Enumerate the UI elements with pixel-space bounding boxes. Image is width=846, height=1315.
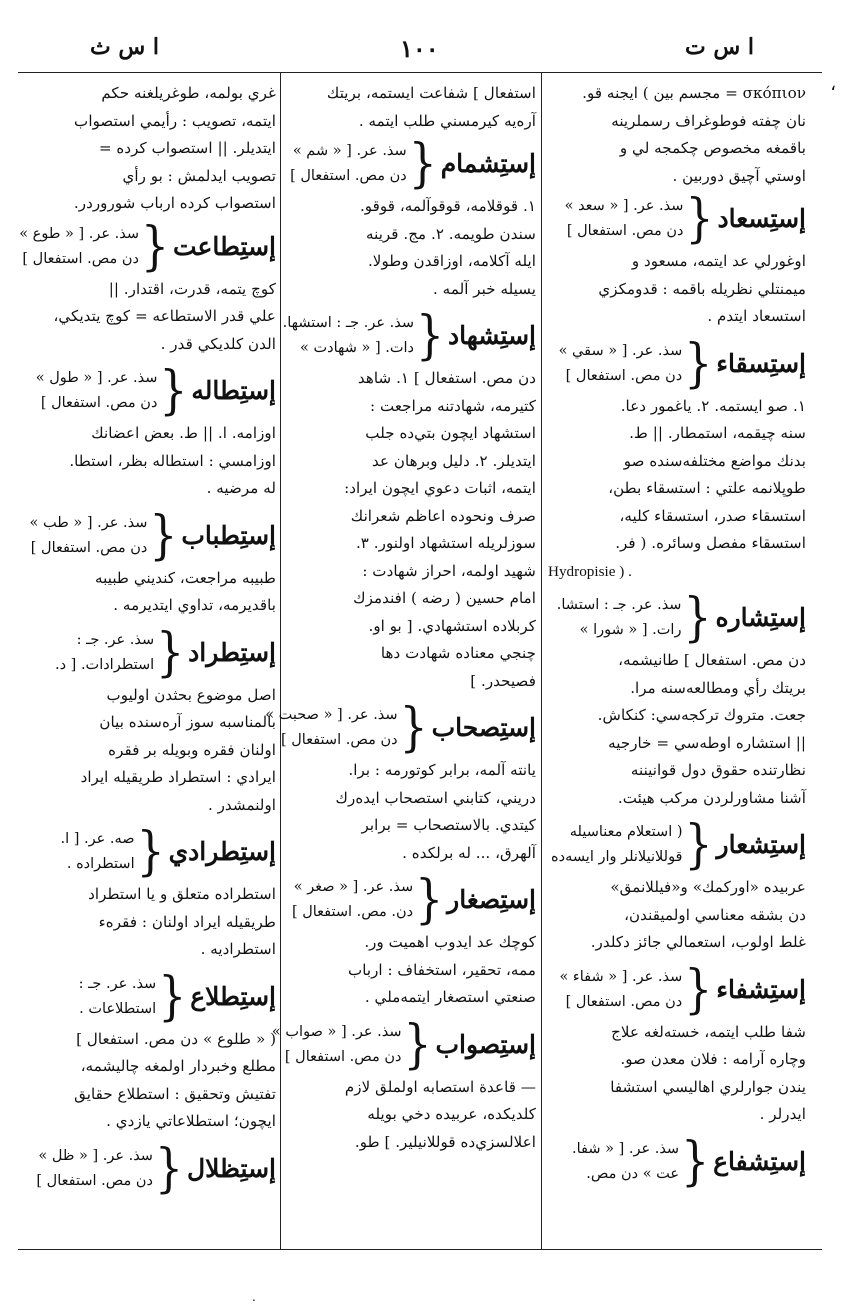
brace-glyph: { <box>136 820 165 882</box>
grammar-note-line: دن مص. استفعال ] <box>284 1048 402 1065</box>
grammar-note-line: سذ. عر. جـ : استشها. <box>282 315 414 331</box>
brace-glyph: { <box>156 621 185 683</box>
dictionary-column-right <box>548 80 806 1245</box>
entry-headword: إستِشهاد <box>447 321 536 351</box>
brace-glyph: { <box>681 1130 710 1192</box>
grammar-note-line: قوللانيلانلر وار ايسه‌ده <box>551 849 683 865</box>
entry-head <box>548 958 806 1020</box>
definition-line: غلط اولوب، استعمالي جائز دكلدر. <box>590 933 806 951</box>
entry-grammar-note <box>548 965 682 1015</box>
grammar-note-line: سذ. عر. [ « طب » <box>29 514 148 531</box>
entry-headword: إستِشمام <box>440 149 536 179</box>
running-head-right: ا س ت <box>685 34 754 60</box>
brace-glyph: { <box>158 965 187 1027</box>
definition-line: بدنك مواضع مختلفه‌سنده صو <box>623 451 806 470</box>
entry-head <box>548 813 806 875</box>
definition-line: طريقيله ايراد اولنان : فقره‌ء <box>98 912 276 931</box>
definition-line: فصيحدر. ] <box>470 671 536 690</box>
definition-line: استشهاد ايچون بتي‌ده جلب <box>365 424 536 442</box>
dictionary-entry <box>288 868 536 1012</box>
entry-headword: إستِشفاع <box>713 1146 806 1176</box>
entry-headword: إستِطلاع <box>190 981 276 1011</box>
dictionary-entry <box>548 813 806 957</box>
definition-line: امام حسين ( رضه ) افندمزك <box>353 589 536 607</box>
grammar-note-line: سذ. عر. [ « ظل » <box>38 1147 153 1164</box>
entry-headword: إستِطباب <box>181 520 276 550</box>
footer-mark: . <box>252 1290 256 1304</box>
definition-line: آلهرق، ... له برلكده . <box>402 843 536 862</box>
definition-line: جعت. متروك تركجه‌سي: كنكاش. <box>597 706 806 724</box>
continued-text-line: باقمغه مخصوص چكمجه لي و <box>619 139 806 157</box>
entry-headword: إستِصواب <box>435 1029 536 1059</box>
definition-line: شفا طلب ايتمه، خسته‌لغه علاج <box>611 1022 806 1041</box>
definition-line: استسقاء صدر، استسقاء كليه، <box>619 506 806 525</box>
entry-headword: إستِشفاء <box>716 974 806 1004</box>
entry-headword: إستِشاره <box>715 603 806 633</box>
definition-line: دن بشقه معناسي اولميقندن، <box>624 905 806 924</box>
definition-line: ميمنتلي نظريله باقمه : قدومكزي <box>598 279 806 298</box>
definition-line: علي قدر الاستطاعه = كوچ يتديكي، <box>53 307 276 325</box>
grammar-note-line: دن مص. استفعال ] <box>565 993 683 1010</box>
definition-line: بالمناسبه سوز آره‌سنده بيان <box>99 713 276 731</box>
definition-line: استطراده متعلق و يا استطراد <box>88 885 276 903</box>
grammar-note-line: سذ. عر. [ « صواب » <box>271 1023 402 1040</box>
dictionary-entry <box>271 1013 536 1157</box>
definition-line: كوچ يتمه، قدرت، اقتدار. || <box>108 279 276 298</box>
brace-glyph: { <box>154 1137 183 1199</box>
brace-glyph: { <box>140 215 169 277</box>
definition-line: اوغورلي عد ايتمه، مسعود و <box>631 252 806 270</box>
margin-mark: ، <box>830 74 836 95</box>
entry-grammar-note <box>548 339 682 389</box>
entry-head <box>282 304 536 366</box>
definition-line: اولنان فقره وبويله بر فقره <box>108 740 276 759</box>
grammar-note-line: سذ. عر. [ « سعد » <box>564 198 684 214</box>
continued-text-line: نان چفته فوطوغراف رسملرينه <box>611 111 806 130</box>
definition-line: مطلع وخبردار اولمغه چاليشمه، <box>80 1057 276 1075</box>
grammar-note-line: سذ. عر. [ « طوع » <box>19 225 139 242</box>
grammar-note-line: دن. مص. استفعال ] <box>291 904 414 920</box>
entry-grammar-note <box>22 366 157 416</box>
definition-line: كيتدي. بالاستصحاب = برابر <box>361 816 536 834</box>
grammar-note-line: دن مص. استفعال ] <box>40 395 158 411</box>
grammar-note-line: دات. [ « شهادت » <box>300 340 414 356</box>
definition-line: استسقاء مفصل وسائره. ( فر. <box>615 534 806 552</box>
definition-line: كربلاده استشهادي. [ بو او. <box>368 616 536 635</box>
definition-line: || استشاره اوطه‌سي = خارجيه <box>608 733 806 752</box>
grammar-note-line: سذ. عر. [ « شفا. <box>571 1140 680 1157</box>
definition-line: ايرادي : استطراد طريقيله ايراد <box>80 768 276 786</box>
definition-line: يندن جوارلري اهاليسي استشفا <box>610 1077 806 1096</box>
grammar-note-line: سذ. عر. جـ : <box>76 631 155 648</box>
definition-line: بريتك رأي ومطالعه‌سنه مرا. <box>630 678 806 697</box>
definition-line: دن مص. استفعال ] ١. شاهد <box>357 369 536 387</box>
entry-grammar-note <box>19 222 139 272</box>
brace-glyph: { <box>684 958 713 1020</box>
grammar-note-line: ( استعلام معناسيله <box>569 824 683 840</box>
definition-line: ايتديلر. ٢. دليل وبرهان عد <box>371 451 536 470</box>
grammar-note-line: سذ. عر. [ « صحبت » <box>265 707 398 723</box>
dictionary-entry <box>22 504 276 620</box>
entry-grammar-note <box>22 1144 153 1194</box>
grammar-note-line: دن مص. استفعال ] <box>36 1172 153 1189</box>
continued-text-line: آره‌يه كيرمسني طلب ايتمه . <box>358 111 536 130</box>
definition-line: شهيد اولمه، احراز شهادت : <box>362 561 536 580</box>
definition-line: ( « طلوع » دن مص. استفعال ] <box>76 1029 276 1048</box>
grammar-note-line: استطرادات. [ د. <box>55 656 155 673</box>
definition-line: باقديرمه، تداوي ايتديرمه . <box>113 596 276 614</box>
entry-grammar-note <box>288 139 407 189</box>
definition-line: اوزامه. ا. || ط. بعض اعضانك <box>91 424 276 442</box>
brace-glyph: { <box>149 504 178 566</box>
definition-line: تفتيش وتحقيق : استطلاع حقايق <box>74 1084 276 1103</box>
entry-head <box>22 359 276 421</box>
dictionary-entry <box>548 586 806 812</box>
entry-head <box>22 965 276 1027</box>
entry-headword: إستِشعار <box>716 830 806 860</box>
definition-line: ممه، تحقير، استخفاف : ارباب <box>347 960 536 979</box>
entry-headword: إستِسعاد <box>717 204 806 234</box>
definition-line: چنجي معناده شهادت دها <box>380 644 536 662</box>
entry-head <box>265 696 536 758</box>
continued-text-line: تصويب ايدلمش : بو رأي <box>122 166 276 185</box>
dictionary-entry <box>22 965 276 1136</box>
entry-grammar-note <box>548 593 681 643</box>
entry-head <box>548 187 806 249</box>
continued-text-line: ايتديلر. || استصواب كرده = <box>98 139 276 157</box>
dictionary-entry <box>265 696 536 867</box>
definition-line: يانته آلمه، برابر كوتورمه : برا. <box>348 761 536 779</box>
definition-line: دريني، كتابني استصحاب ايده‌رك <box>335 788 536 807</box>
entry-headword: إستِطرادي <box>168 837 276 867</box>
entry-head <box>548 586 806 648</box>
entry-grammar-note <box>22 511 147 561</box>
entry-head <box>22 1137 276 1199</box>
grammar-note-line: دن مص. استفعال ] <box>281 732 398 748</box>
definition-line: كوچك عد ايدوب اهميت ور. <box>364 933 536 951</box>
definition-line: سندن طويمه. ٢. مج. قرينه <box>365 224 536 243</box>
entry-headword: إستِطراد <box>188 637 276 667</box>
entry-grammar-note <box>22 827 135 877</box>
entry-head <box>22 820 276 882</box>
entry-head <box>548 1130 806 1192</box>
grammar-note-line: سذ. عر. جـ : استشا. <box>556 597 682 613</box>
entry-grammar-note <box>548 820 683 870</box>
definition-line: طوپلانمه علتي : استسقاء بطن، <box>608 479 806 497</box>
entry-headword: إستِصحاب <box>431 713 536 743</box>
header-rule <box>18 72 822 73</box>
entry-head <box>548 332 806 394</box>
definition-line: نظارتنده حقوق دول قوانيننه <box>630 761 806 779</box>
grammar-note-line: عت » دن مص. <box>586 1165 680 1182</box>
dictionary-entry <box>288 132 536 303</box>
definition-line: سوزلريله استشهاد اولنور. ٣. <box>355 534 536 552</box>
definition-line: ١. صو ايستمه. ٢. ياغمور دعا. <box>620 396 806 415</box>
continued-text-line: استفعال ] شفاعت ايستمه، بريتك <box>326 84 536 102</box>
dictionary-entry <box>548 187 806 331</box>
definition-line: سنه چيقمه، استمطار. || ط. <box>629 424 806 442</box>
french-gloss: Hydropisie ) . <box>548 562 632 580</box>
definition-line: كلديكده، عربيده دخي بويله <box>367 1105 536 1123</box>
grammar-note-line: استطلاعات . <box>79 1000 157 1017</box>
footer-rule <box>18 1249 822 1250</box>
grammar-note-line: رات. [ « شورا » <box>579 622 682 638</box>
grammar-note-line: سذ. عر. [ « طول » <box>35 370 158 386</box>
continued-text-line: σκόπιον = مجسم بين ) ايجنه قو. <box>582 84 806 102</box>
definition-line: استطراديه . <box>200 940 276 958</box>
entry-headword: إستِطاله <box>191 376 276 406</box>
dictionary-entry <box>548 958 806 1129</box>
brace-glyph: { <box>684 332 713 394</box>
definition-line: — قاعدة استصابه اولملق لازم <box>344 1077 536 1096</box>
brace-glyph: { <box>159 359 188 421</box>
entry-grammar-note <box>22 972 156 1022</box>
entry-head <box>288 868 536 930</box>
grammar-note-line: سذ. عر. [ « شم » <box>292 143 407 159</box>
definition-line: كتيرمه، شهادتنه مراجعت : <box>370 396 536 415</box>
definition-line: دن مص. استفعال ] طانيشمه، <box>618 651 806 669</box>
continued-text-line: غري بولمه، طوغريلغنه حكم <box>101 84 276 102</box>
grammar-note-line: سذ. عر. [ « سقي » <box>558 342 683 359</box>
definition-line: عربيده «اوركمك» و«فيللانمق» <box>610 878 806 896</box>
brace-glyph: { <box>403 1013 432 1075</box>
brace-glyph: { <box>685 187 714 249</box>
dictionary-entry <box>548 1130 806 1192</box>
grammar-note-line: سذ. عر. [ « صغر » <box>293 879 414 895</box>
definition-line: ١. قوقلامه، قوقوآلمه، قوقو. <box>359 197 536 215</box>
grammar-note-line: دن مص. استفعال ] <box>290 168 407 184</box>
grammar-note-line: دن مص. استفعال ] <box>22 250 139 267</box>
definition-line: طبيبه مراجعت، كنديني طبيبه <box>95 568 276 587</box>
column-divider-left <box>280 73 281 1249</box>
dictionary-entry <box>19 215 276 359</box>
dictionary-entry <box>22 621 276 820</box>
definition-line: صرف ونحوده اعاظم شعرانك <box>350 506 536 525</box>
grammar-note-line: استطراده . <box>66 856 135 872</box>
continued-text-line: استصواب كرده ارباب شوروردر. <box>73 194 276 212</box>
entry-grammar-note <box>272 1020 402 1070</box>
page-header <box>0 28 846 68</box>
definition-line: استسعاد ايتدم . <box>707 307 806 325</box>
entry-head <box>22 621 276 683</box>
dictionary-entry <box>22 359 276 503</box>
entry-grammar-note <box>548 1137 679 1187</box>
entry-head <box>22 504 276 566</box>
entry-grammar-note <box>265 703 397 753</box>
dictionary-entry <box>22 1137 276 1199</box>
definition-line: اوزامسي : استطاله بظر، استطا. <box>69 451 276 470</box>
brace-glyph: { <box>408 132 437 194</box>
grammar-note-line: صه. عر. [ ا. <box>60 831 135 847</box>
definition-line: صنعتي استصغار ايتمه‌ملي . <box>364 988 536 1006</box>
grammar-note-line: سذ. عر. [ « شفاء » <box>559 968 683 985</box>
entry-grammar-note <box>22 628 154 678</box>
definition-line: آشنا مشاورلردن مركب هيئت. <box>617 788 806 807</box>
brace-glyph: { <box>415 304 444 366</box>
brace-glyph: { <box>684 813 713 875</box>
entry-headword: إستِظلال <box>186 1153 276 1183</box>
entry-head <box>288 132 536 194</box>
entry-grammar-note <box>548 194 683 244</box>
grammar-note-line: سذ. عر. جـ : <box>78 975 157 992</box>
page-number: ١٠٠ <box>400 34 439 63</box>
entry-headword: إستِطاعت <box>172 231 276 261</box>
running-head-left: ا س ث <box>90 34 159 60</box>
grammar-note-line: دن مص. استفعال ] <box>566 223 684 239</box>
dictionary-column-middle <box>265 80 536 1245</box>
definition-line: وچاره آرامه : فلان معدن صو. <box>620 1050 806 1068</box>
definition-line: ايدرلر . <box>759 1105 806 1123</box>
dictionary-entry <box>282 304 536 695</box>
grammar-note-line: دن مص. استفعال ] <box>30 539 148 556</box>
grammar-note-line: دن مص. استفعال ] <box>565 367 683 384</box>
definition-line: ايتمه، اثبات دعوي ايچون ايراد: <box>344 479 536 497</box>
entry-grammar-note <box>283 311 414 361</box>
brace-glyph: { <box>683 586 712 648</box>
definition-line: ايچون؛ استطلاعاتي يازدي . <box>106 1112 276 1130</box>
definition-line: يسيله خبر آلمه . <box>433 279 536 298</box>
column-divider-right <box>541 73 542 1249</box>
entry-headword: إستِسقاء <box>716 348 806 378</box>
entry-head <box>19 215 276 277</box>
entry-grammar-note <box>288 875 413 925</box>
definition-line: له مرضيه . <box>206 479 276 497</box>
definition-line: ايله آكلامه، اوزاقدن وطولا. <box>367 252 536 270</box>
continued-text-line: ايتمه، تصويب : رأيمي استصواب <box>74 111 276 130</box>
dictionary-entry <box>548 332 806 586</box>
definition-line: اولنمشدر . <box>207 795 276 814</box>
brace-glyph: { <box>399 696 428 758</box>
definition-line: اعلالسزي‌ده قوللانيلير. ] طو. <box>354 1132 536 1151</box>
entry-head <box>271 1013 536 1075</box>
dictionary-entry <box>22 820 276 964</box>
entry-headword: إستِصغار <box>447 885 536 915</box>
continued-text-line: اوستي آچيق دوربين . <box>672 166 806 185</box>
definition-line: اصل موضوع بحثدن اوليوب <box>106 685 276 704</box>
brace-glyph: { <box>415 868 444 930</box>
definition-line: الدن كلديكي قدر . <box>160 334 276 353</box>
dictionary-column-left <box>19 80 276 1245</box>
